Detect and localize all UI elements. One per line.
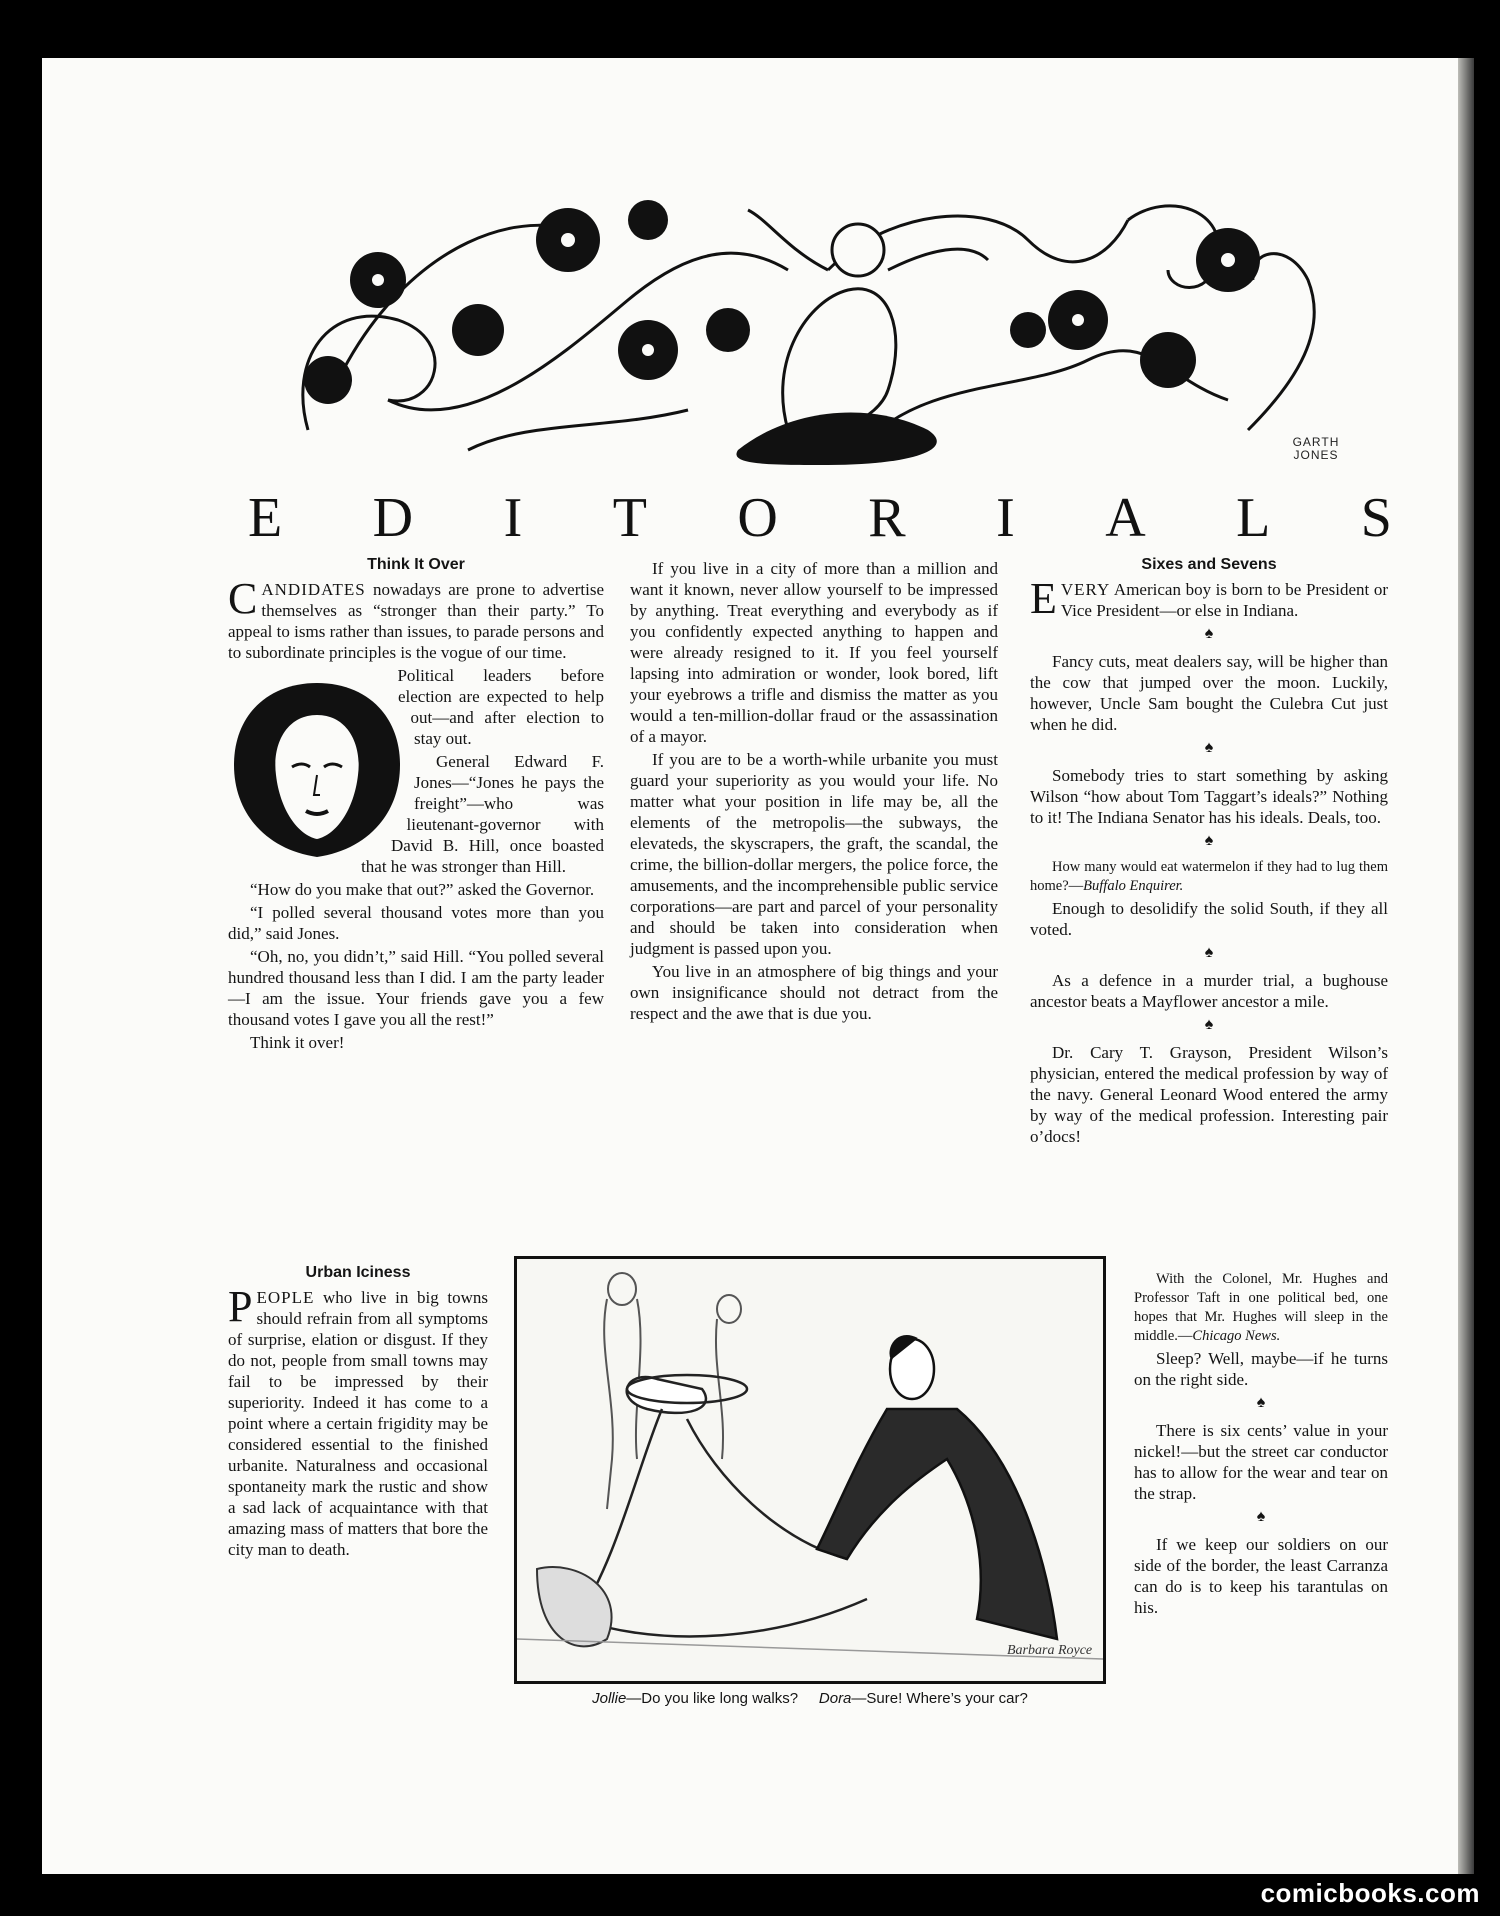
- sixes-paragraph: Fancy cuts, meat dealers say, will be higher than the cow that jumped over the moon. Luckily, however, Uncle Sam bought the Culebra Cut just when he did.: [1030, 652, 1388, 734]
- sixes-paragraph: [1030, 574, 1388, 623]
- urban-iciness-heading: Urban Iciness: [305, 1264, 411, 1281]
- urbanite-column: [630, 558, 998, 1026]
- think-it-over-column: [228, 554, 604, 1055]
- spade-ornament-icon: ♠: [1204, 739, 1214, 756]
- think-it-over-paragraph: Think it over!: [250, 1033, 345, 1052]
- title-letter: D: [372, 487, 414, 549]
- paragraph-text: American boy is born to be President or Vice President—or else in Indiana.: [1060, 580, 1388, 620]
- illustration-signature: Barbara Royce: [1007, 1643, 1093, 1658]
- think-it-over-paragraph: [228, 574, 604, 663]
- sixes-paragraph: Dr. Cary T. Grayson, President Wilson’s physician, entered the medical profession by way of the navy. General Leonard Wood entered the army by way of the medical profession. Interesting pair o’docs!: [1030, 1043, 1388, 1146]
- sixes-quote: [1134, 1270, 1388, 1346]
- spade-ornament-icon: ♠: [1204, 1016, 1214, 1033]
- woman-portrait-icon: [228, 675, 406, 863]
- title-letter: O: [737, 487, 778, 549]
- spade-ornament-icon: ♠: [1204, 625, 1214, 642]
- caption-text: —Do you like long walks?: [626, 1690, 799, 1707]
- quote-source: Chicago News.: [1192, 1328, 1281, 1344]
- title-letter: L: [1236, 487, 1271, 549]
- sixes-paragraph: If we keep our soldiers on our side of the border, the least Carranza can do is to keep his tarantulas on his.: [1134, 1535, 1388, 1617]
- spade-ornament-icon: ♠: [1204, 832, 1214, 849]
- first-word: VERY: [1060, 580, 1111, 599]
- sixes-continued-column: [1134, 1270, 1388, 1620]
- title-letter: E: [248, 487, 283, 549]
- think-it-over-paragraph: “Oh, no, you didn’t,” said Hill. “You polled several hundred thousand less than I did. I am the party leader—I am the issue. Your friends gave you a few thousand votes I gave you all the rest!”: [228, 947, 604, 1029]
- caption-text: —Sure! Where’s your car?: [851, 1690, 1028, 1707]
- think-it-over-heading: Think It Over: [367, 556, 465, 573]
- caption-speaker: Dora: [818, 1690, 852, 1707]
- site-watermark: comicbooks.com: [1260, 1878, 1480, 1908]
- paragraph-text: nowadays are prone to advertise themselves as “stronger than their party.” To appeal to isms rather than issues, to parade persons and to subordinate principles is the vogue of our time.: [228, 580, 604, 662]
- spade-ornament-icon: ♠: [1256, 1508, 1266, 1525]
- first-word: ANDIDATES: [261, 580, 366, 599]
- drop-cap: E: [1030, 574, 1057, 623]
- urban-iciness-paragraph: [228, 1282, 488, 1560]
- artist-signature: GARTH JONES: [1292, 435, 1340, 462]
- paragraph-text: who live in big towns should refrain from all symptoms of surprise, elation or disgust. If they do not, people from small towns may fail to be impressed by their superiority. Indeed it has come to a point where a certain frigidity may be considered essential to the finished urbanite. Naturalness and occasional spontaneity mark the rustic and show a sad lack of acquaintance with that amazing mass of matters that bore the city man to death.: [228, 1288, 488, 1559]
- spade-ornament-icon: ♠: [1256, 1394, 1266, 1411]
- berry-clusters: [304, 200, 1260, 404]
- page-title: [248, 482, 1392, 554]
- quote-source: Buffalo Enquirer.: [1083, 878, 1184, 894]
- urban-iciness-column: [228, 1262, 488, 1562]
- think-it-over-paragraph: Political leaders before election are expected to help out—and after election to stay out.: [397, 666, 604, 748]
- sixes-paragraph: Somebody tries to start something by asking Wilson “how about Tom Taggart’s ideals?” Nothing to it! The Indiana Senator has his ideals. Deals, too.: [1030, 766, 1388, 827]
- quote-text: With the Colonel, Mr. Hughes and Professor Taft in one political bed, one hopes that Mr. Hughes will sleep in the middle.—: [1134, 1271, 1388, 1344]
- sixes-paragraph: Enough to desolidify the solid South, if they all voted.: [1030, 899, 1388, 939]
- title-letter: I: [996, 487, 1015, 549]
- urbanite-paragraph: You live in an atmosphere of big things and your own insignificance should not detract from the respect and the awe that is due you.: [630, 962, 998, 1023]
- page-gutter-shadow: [1458, 58, 1474, 1874]
- illustration-caption: [514, 1690, 1106, 1707]
- title-letter: T: [612, 487, 647, 549]
- think-it-over-paragraph: “How do you make that out?” asked the Governor.: [250, 880, 595, 899]
- quote-text: How many would eat watermelon if they had to lug them home?—: [1030, 859, 1388, 894]
- spade-ornament-icon: ♠: [1204, 944, 1214, 961]
- drop-cap: P: [228, 1282, 253, 1331]
- drop-cap: C: [228, 574, 258, 623]
- urbanite-paragraph: If you live in a city of more than a million and want it known, never allow yourself to be impressed by anything. Treat everything and everybody as if you confidently expected anything to happen and were already resigned to it. If you feel yourself lapsing into admiration or wonder, look bored, lift your eyebrows a trifle and dismiss the matter as you would a ten-million-dollar fraud or the assassination of a mayor.: [630, 559, 998, 746]
- sixes-paragraph: As a defence in a murder trial, a bughouse ancestor beats a Mayflower ancestor a mile.: [1030, 971, 1388, 1011]
- title-letter: S: [1360, 487, 1392, 549]
- ornamental-header-illustration: [268, 180, 1364, 470]
- cherub-figure: [748, 210, 988, 433]
- beach-illustration: [514, 1256, 1106, 1684]
- caption-speaker: Jollie: [592, 1690, 627, 1707]
- think-it-over-paragraph: General Edward F. Jones—“Jones he pays the freight”—who was lieutenant-governor with David B. Hill, once boasted that he was stronger than Hill.: [361, 752, 604, 876]
- sixes-and-sevens-column: [1030, 554, 1388, 1149]
- sixes-paragraph: Sleep? Well, maybe—if he turns on the right side.: [1134, 1349, 1388, 1389]
- urbanite-paragraph: If you are to be a worth-while urbanite you must guard your superiority as you would your life. No matter what your position in life may be, all the elements of the metropolis—the subways, the elevateds, the skyscrapers, the graft, the scandal, the crime, the billion-dollar mergers, the police force, the amusements, and the incomprehensible public service corporations—are part and parcel of your personality and should be taken into consideration when judgment is passed upon you.: [630, 750, 998, 958]
- title-letter: I: [503, 487, 523, 549]
- sketch-drawing: [517, 1259, 1103, 1681]
- think-it-over-paragraph: “I polled several thousand votes more than you did,” said Jones.: [228, 903, 604, 943]
- title-letter: R: [868, 487, 906, 549]
- sixes-quote: [1030, 858, 1388, 896]
- sixes-paragraph: There is six cents’ value in your nickel!—but the street car conductor has to allow for the wear and tear on the strap.: [1134, 1421, 1388, 1503]
- first-word: EOPLE: [256, 1288, 315, 1307]
- sixes-and-sevens-heading: Sixes and Sevens: [1141, 556, 1277, 573]
- title-letter: A: [1105, 487, 1146, 549]
